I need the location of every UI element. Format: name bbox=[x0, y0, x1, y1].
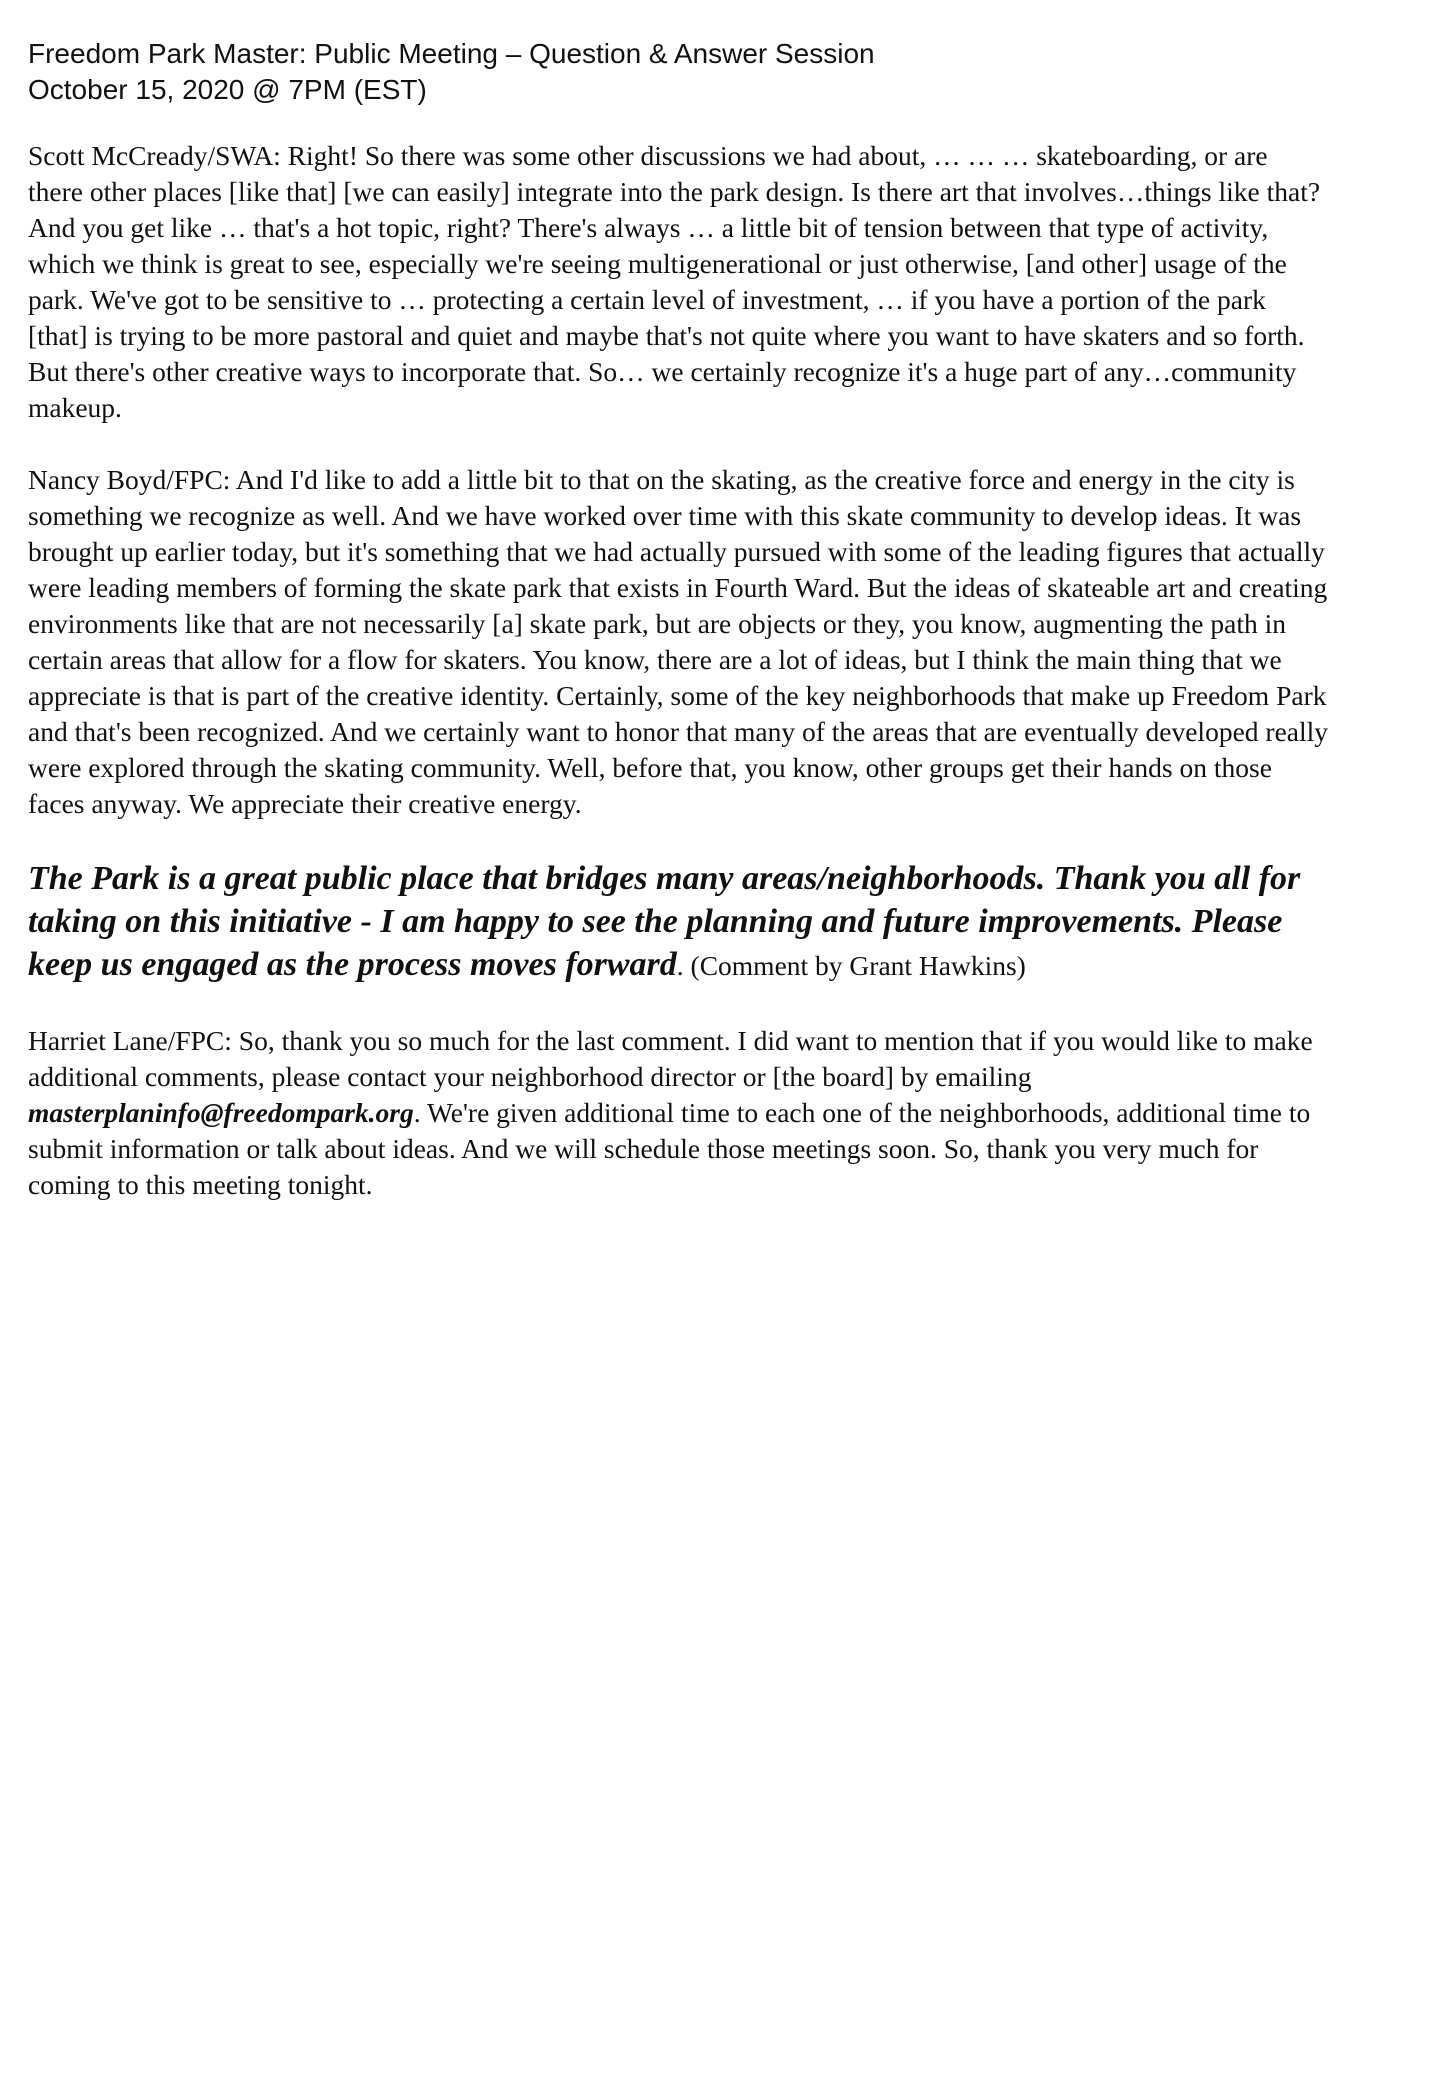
document-title: Freedom Park Master: Public Meeting – Question & Answer Session bbox=[28, 38, 875, 69]
public-comment-attribution: (Comment by Grant Hawkins) bbox=[683, 950, 1026, 981]
document-page bbox=[28, 36, 1328, 1239]
document-header bbox=[28, 36, 1328, 108]
transcript-paragraph-mccready: Scott McCready/SWA: Right! So there was some other discussions we had about, … … … skateboarding, or are there other places [like that] [we can easily] integrate into the park design. Is there art that involves…things like that? And you get like … that's a hot topic, right? There's always … a little bit of tension between that type of activity, which we think is great to see, especially we're seeing multigenerational or just otherwise, [and other] usage of the park. We've got to be sensitive to … protecting a certain level of investment, … if you have a portion of the park [that] is trying to be more pastoral and quiet and maybe that's not quite where you want to have skaters and so forth. But there's other creative ways to incorporate that. So… we certainly recognize it's a huge part of any…community makeup. bbox=[28, 140, 1321, 423]
transcript-paragraph-boyd: Nancy Boyd/FPC: And I'd like to add a little bit to that on the skating, as the creative force and energy in the city is something we recognize as well. And we have worked over time with this skate community to develop ideas. It was brought up earlier today, but it's something that we had actually pursued with some of the leading figures that actually were leading members of forming the skate park that exists in Fourth Ward. But the ideas of skateable art and creating environments like that are not necessarily [a] skate park, but are objects or they, you know, augmenting the path in certain areas that allow for a flow for skaters. You know, there are a lot of ideas, but I think the main thing that we appreciate is that is part of the creative identity. Certainly, some of the key neighborhoods that make up Freedom Park and that's been recognized. And we certainly want to honor that many of the areas that are eventually developed really were explored through the skating community. Well, before that, you know, other groups get their hands on those faces anyway. We appreciate their creative energy. bbox=[28, 464, 1329, 819]
document-date: October 15, 2020 @ 7PM (EST) bbox=[28, 74, 427, 105]
lane-text-before-email: Harriet Lane/FPC: So, thank you so much for the last comment. I did want to mention that if you would like to make additional comments, please contact your neighborhood director or [the board] by emailing bbox=[28, 1025, 1313, 1092]
public-comment-text: The Park is a great public place that bridges many areas/neighborhoods. Thank you all for taking on this initiative - I am happy to see the planning and future improvements. Please keep us engaged as the process moves forward bbox=[28, 860, 1301, 983]
contact-email: masterplaninfo@freedompark.org bbox=[28, 1097, 414, 1128]
lane-text-after-email: . We're given additional time to each one of the neighborhoods, additional time to submit information or talk about ideas. And we will schedule those meetings soon. So, thank you very much for coming to this meeting tonight. bbox=[28, 1097, 1311, 1200]
public-comment-period: . bbox=[676, 950, 684, 981]
transcript-paragraph-lane bbox=[28, 1023, 1328, 1203]
public-comment bbox=[28, 858, 1328, 987]
